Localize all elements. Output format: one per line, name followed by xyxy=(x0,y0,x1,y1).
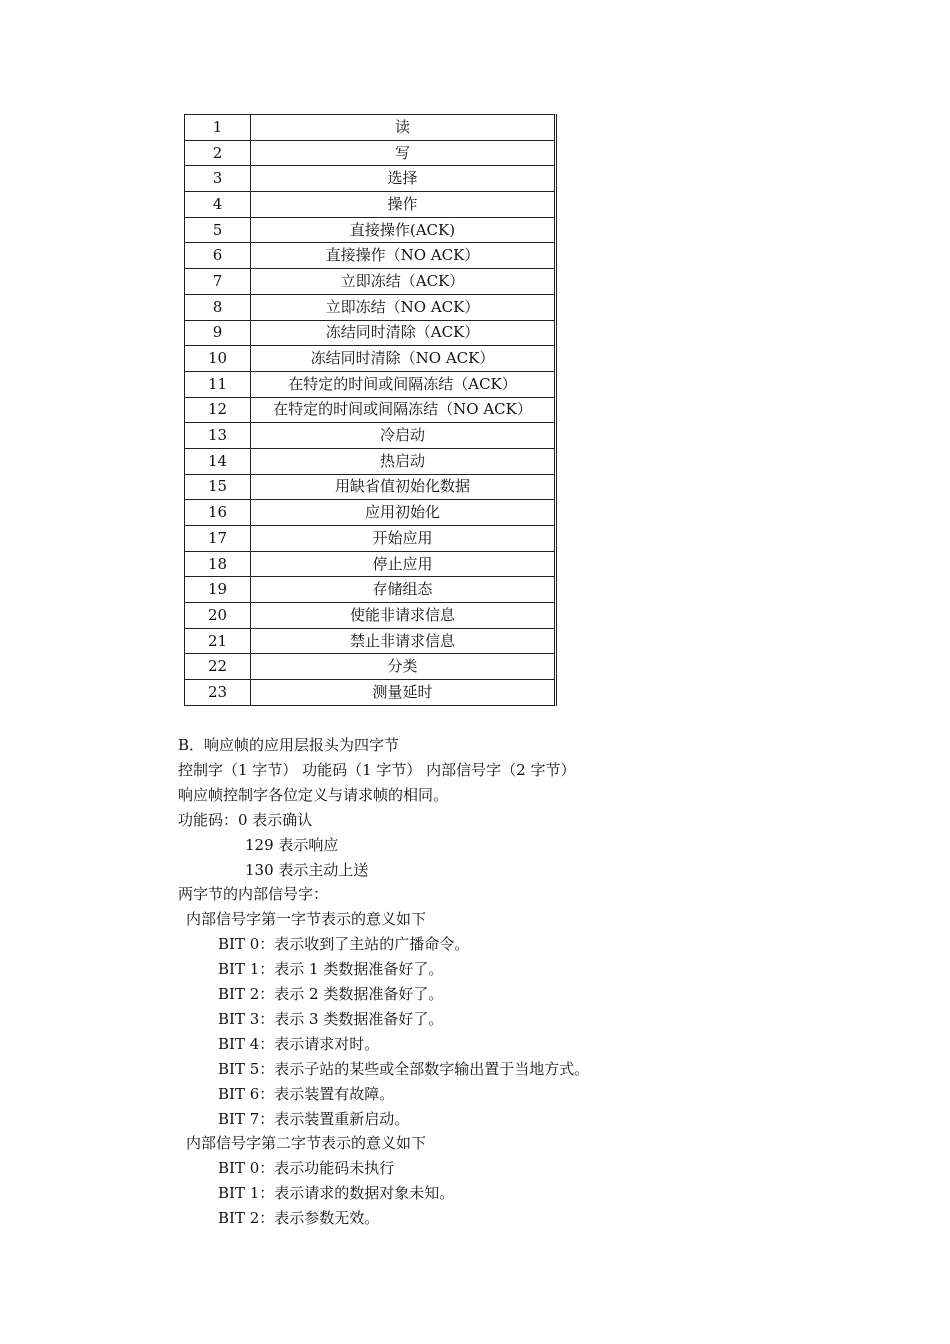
text-line: 129 表示响应 xyxy=(245,835,339,854)
text-line: 响应帧控制字各位定义与请求帧的相同。 xyxy=(178,785,449,804)
function-name-cell: 用缺省值初始化数据 xyxy=(251,474,556,500)
function-name-cell: 测量延时 xyxy=(251,680,556,706)
function-code-cell: 10 xyxy=(185,346,251,372)
function-code-cell: 22 xyxy=(185,654,251,680)
table-row xyxy=(185,269,556,295)
function-code-cell: 23 xyxy=(185,680,251,706)
table-row xyxy=(185,371,556,397)
text-line: 控制字（1 字节） 功能码（1 字节） 内部信号字（2 字节） xyxy=(178,760,576,779)
text-line: BIT 4：表示请求对时。 xyxy=(218,1034,380,1053)
table-row xyxy=(185,628,556,654)
text-line: BIT 2：表示参数无效。 xyxy=(218,1209,380,1228)
table-row xyxy=(185,320,556,346)
text-line: BIT 2：表示 2 类数据准备好了。 xyxy=(218,985,444,1003)
function-code-cell: 12 xyxy=(185,397,251,423)
text-line: 130 表示主动上送 xyxy=(245,860,369,879)
function-name-cell: 在特定的时间或间隔冻结（ACK） xyxy=(251,371,556,397)
table-row xyxy=(185,397,556,423)
function-name-cell: 使能非请求信息 xyxy=(251,603,556,629)
table-row xyxy=(185,243,556,269)
text-line: B．响应帧的应用层报头为四字节 xyxy=(178,736,400,754)
function-code-cell: 21 xyxy=(185,628,251,654)
text-line: BIT 0：表示功能码未执行 xyxy=(218,1159,395,1178)
table-row xyxy=(185,526,556,552)
function-name-cell: 读 xyxy=(251,115,556,141)
table-row xyxy=(185,294,556,320)
function-name-cell: 分类 xyxy=(251,654,556,680)
function-name-cell: 停止应用 xyxy=(251,551,556,577)
function-name-cell: 冷启动 xyxy=(251,423,556,449)
text-line: 内部信号字第二字节表示的意义如下 xyxy=(186,1134,427,1153)
function-name-cell: 立即冻结（ACK） xyxy=(251,269,556,295)
function-code-cell: 19 xyxy=(185,577,251,603)
text-line: BIT 0：表示收到了主站的广播命令。 xyxy=(218,935,470,954)
table-row xyxy=(185,680,556,706)
text-line: 两字节的内部信号字： xyxy=(178,885,329,904)
function-name-cell: 操作 xyxy=(251,192,556,218)
function-code-cell: 7 xyxy=(185,269,251,295)
table-row xyxy=(185,423,556,449)
text-line: 功能码：0 表示确认 xyxy=(178,810,313,829)
function-code-cell: 9 xyxy=(185,320,251,346)
table-row xyxy=(185,166,556,192)
function-name-cell: 写 xyxy=(251,140,556,166)
table-row xyxy=(185,474,556,500)
function-code-cell: 14 xyxy=(185,448,251,474)
text-line: BIT 1：表示请求的数据对象未知。 xyxy=(218,1184,455,1203)
function-code-cell: 1 xyxy=(185,115,251,141)
text-line: BIT 3：表示 3 类数据准备好了。 xyxy=(218,1009,444,1028)
function-code-table xyxy=(184,114,557,706)
text-line: BIT 7：表示装置重新启动。 xyxy=(218,1109,410,1128)
function-name-cell: 冻结同时清除（NO ACK） xyxy=(251,346,556,372)
table-row xyxy=(185,500,556,526)
function-name-cell: 禁止非请求信息 xyxy=(251,628,556,654)
function-name-cell: 直接操作(ACK) xyxy=(251,217,556,243)
table-row xyxy=(185,448,556,474)
function-code-cell: 17 xyxy=(185,526,251,552)
function-name-cell: 选择 xyxy=(251,166,556,192)
function-code-table-body xyxy=(185,115,556,706)
text-line: BIT 6：表示装置有故障。 xyxy=(218,1084,395,1103)
table-row xyxy=(185,603,556,629)
function-name-cell: 立即冻结（NO ACK） xyxy=(251,294,556,320)
table-row xyxy=(185,115,556,141)
function-code-cell: 16 xyxy=(185,500,251,526)
table-row xyxy=(185,217,556,243)
table-row xyxy=(185,551,556,577)
function-name-cell: 在特定的时间或间隔冻结（NO ACK） xyxy=(251,397,556,423)
function-code-cell: 2 xyxy=(185,140,251,166)
table-row xyxy=(185,654,556,680)
function-code-cell: 4 xyxy=(185,192,251,218)
table-row xyxy=(185,346,556,372)
table-row xyxy=(185,140,556,166)
function-code-cell: 6 xyxy=(185,243,251,269)
function-code-cell: 18 xyxy=(185,551,251,577)
function-code-cell: 20 xyxy=(185,603,251,629)
function-code-cell: 11 xyxy=(185,371,251,397)
function-code-cell: 15 xyxy=(185,474,251,500)
function-code-cell: 13 xyxy=(185,423,251,449)
function-name-cell: 存储组态 xyxy=(251,577,556,603)
function-name-cell: 应用初始化 xyxy=(251,500,556,526)
table-row xyxy=(185,577,556,603)
function-name-cell: 热启动 xyxy=(251,448,556,474)
text-line: 内部信号字第一字节表示的意义如下 xyxy=(186,910,427,929)
text-line: BIT 1：表示 1 类数据准备好了。 xyxy=(218,960,444,979)
function-name-cell: 冻结同时清除（ACK） xyxy=(251,320,556,346)
text-line: BIT 5：表示子站的某些或全部数字输出置于当地方式。 xyxy=(218,1059,590,1078)
table-row xyxy=(185,192,556,218)
function-name-cell: 开始应用 xyxy=(251,526,556,552)
function-name-cell: 直接操作（NO ACK） xyxy=(251,243,556,269)
function-code-cell: 3 xyxy=(185,166,251,192)
function-code-cell: 5 xyxy=(185,217,251,243)
function-code-cell: 8 xyxy=(185,294,251,320)
